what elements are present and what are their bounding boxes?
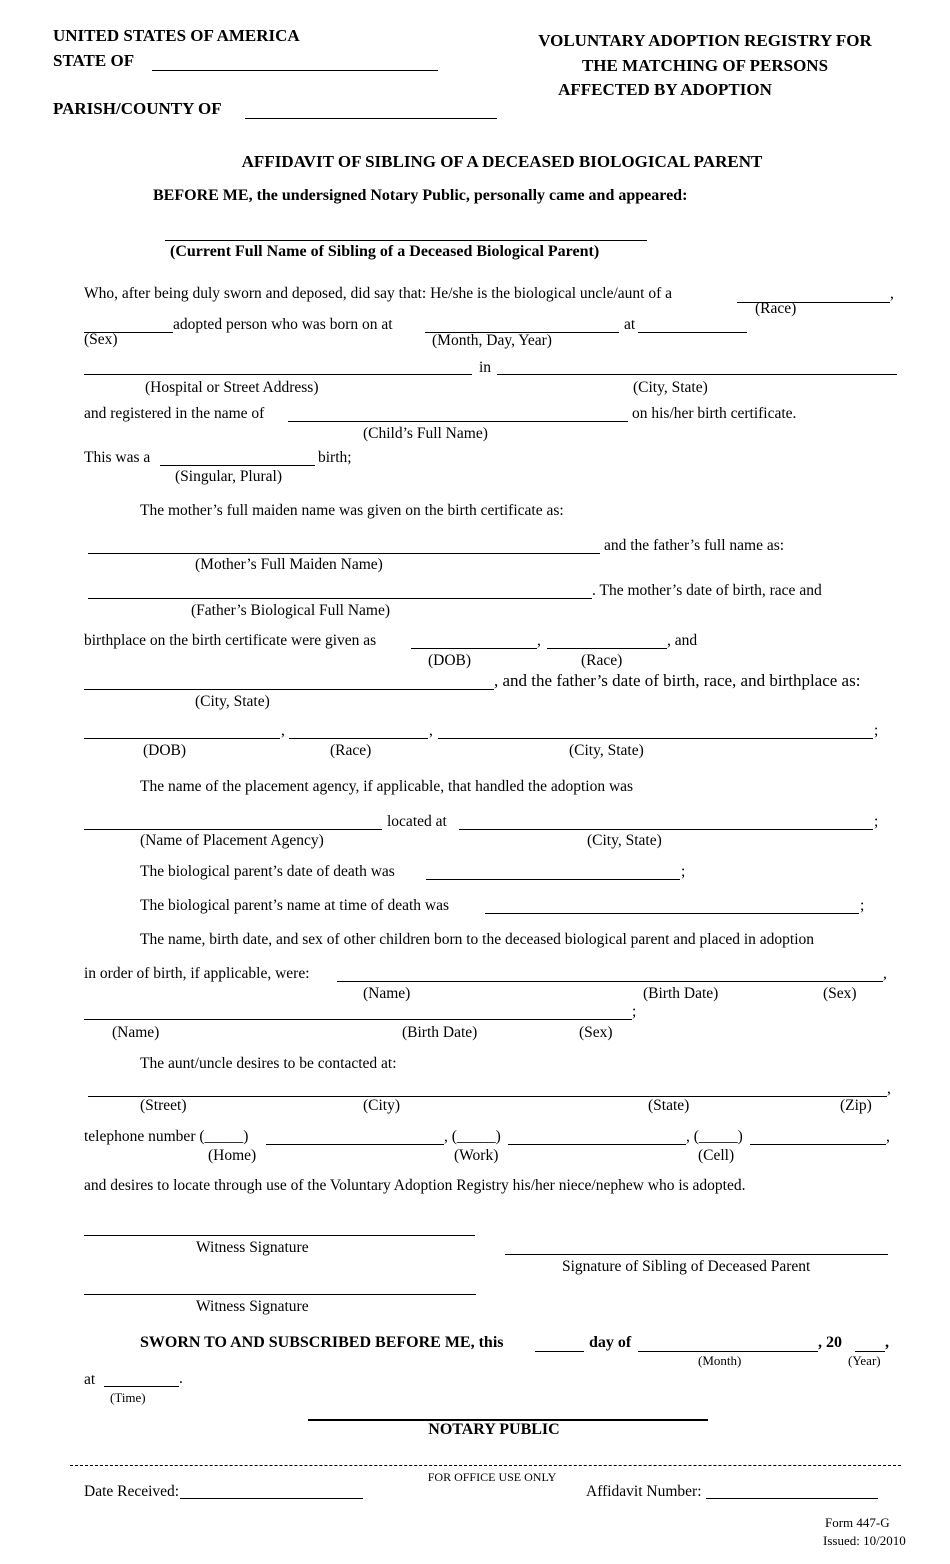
- sibling-name-field[interactable]: [165, 240, 647, 241]
- city-state-caption: (City, State): [633, 379, 708, 396]
- affidavit-number-field[interactable]: [706, 1498, 878, 1499]
- mother-maiden-text: The mother’s full maiden name was given on the birth certificate as:: [140, 502, 564, 519]
- sex-caption: (Sex): [84, 331, 118, 348]
- home-phone-field[interactable]: [266, 1144, 444, 1145]
- sibling-signature-line[interactable]: [505, 1254, 888, 1255]
- other-child1-field[interactable]: [337, 981, 883, 982]
- father-race-field[interactable]: [289, 738, 428, 739]
- country-heading: UNITED STATES OF AMERICA: [53, 26, 300, 45]
- father-race-caption: (Race): [330, 742, 372, 759]
- parish-label: PARISH/COUNTY OF: [53, 99, 222, 118]
- father-dob-caption: (DOB): [143, 742, 187, 759]
- mother-city-caption: (City, State): [195, 693, 270, 710]
- father-name-field[interactable]: [88, 598, 592, 599]
- death-date-text: The biological parent’s date of death was: [140, 863, 395, 880]
- sibling-name-caption: (Current Full Name of Sibling of a Deceased Biological Parent): [170, 243, 600, 260]
- state-caption: (State): [648, 1097, 690, 1114]
- sibling-signature-caption: Signature of Sibling of Deceased Parent: [562, 1258, 811, 1275]
- sworn-year-field[interactable]: [855, 1351, 885, 1352]
- sworn-text: Who, after being duly sworn and deposed, did say that: He/she is the biological uncle/aunt of a: [84, 285, 672, 302]
- contact-address-field[interactable]: [88, 1096, 887, 1097]
- mother-birthplace-field[interactable]: [84, 689, 494, 690]
- mother-race-field[interactable]: [547, 648, 667, 649]
- notary-label: NOTARY PUBLIC: [428, 1421, 560, 1438]
- singular-plural-field[interactable]: [160, 465, 315, 466]
- and-label: , and: [667, 632, 698, 649]
- child1-sex-caption: (Sex): [823, 985, 857, 1002]
- affidavit-number-label: Affidavit Number:: [586, 1483, 702, 1500]
- date-received-label: Date Received:: [84, 1483, 180, 1500]
- sworn-month-field[interactable]: [638, 1351, 818, 1352]
- witness2-signature-line[interactable]: [84, 1294, 476, 1295]
- witness1-signature-line[interactable]: [84, 1235, 475, 1236]
- registry-title-line3: AFFECTED BY ADOPTION: [558, 80, 772, 99]
- order-text: in order of birth, if applicable, were:: [84, 965, 310, 982]
- form-number: Form 447-G: [825, 1515, 890, 1530]
- father-bio-caption: (Father’s Biological Full Name): [191, 602, 391, 619]
- father-dob-text: , and the father’s date of birth, race, and birthplace as:: [494, 671, 861, 690]
- agency-name-field[interactable]: [84, 829, 382, 830]
- birth-time-field[interactable]: [638, 332, 747, 333]
- cell-phone-prefix: , (_____): [686, 1128, 743, 1145]
- child1-birth-date-caption: (Birth Date): [643, 985, 719, 1002]
- this-was-label: This was a: [84, 449, 151, 466]
- state-label: STATE OF: [53, 51, 135, 70]
- registry-title-line1: VOLUNTARY ADOPTION REGISTRY FOR: [538, 31, 872, 50]
- intro-text: BEFORE ME, the undersigned Notary Public, personally came and appeared:: [153, 187, 688, 204]
- telephone-label: telephone number (_____): [84, 1128, 249, 1145]
- registered-text: and registered in the name of: [84, 405, 265, 422]
- work-phone-prefix: , (_____): [444, 1128, 501, 1145]
- home-caption: (Home): [208, 1147, 257, 1164]
- city-caption: (City): [363, 1097, 401, 1114]
- date-received-field[interactable]: [180, 1498, 363, 1499]
- birthplace-text: birthplace on the birth certificate were given as: [84, 632, 377, 649]
- race-caption: (Race): [755, 300, 797, 317]
- child2-birth-date-caption: (Birth Date): [402, 1024, 478, 1041]
- father-dob-field[interactable]: [84, 738, 280, 739]
- mother-dob-field[interactable]: [411, 648, 537, 649]
- registry-title-line2: THE MATCHING OF PERSONS: [581, 56, 829, 75]
- month-day-year-caption: (Month, Day, Year): [432, 332, 552, 349]
- zip-caption: (Zip): [840, 1097, 872, 1114]
- located-at-label: located at: [387, 813, 447, 830]
- parish-field[interactable]: [245, 118, 497, 119]
- cell-caption: (Cell): [698, 1147, 735, 1164]
- locate-text: and desires to locate through use of the Voluntary Adoption Registry his/her niece/nephew who is adopted.: [84, 1177, 746, 1194]
- birth-city-field[interactable]: [497, 374, 897, 375]
- father-name-text: and the father’s full name as:: [604, 537, 785, 554]
- sworn-day-field[interactable]: [535, 1351, 584, 1352]
- other-child2-field[interactable]: [84, 1019, 632, 1020]
- witness1-caption: Witness Signature: [196, 1239, 309, 1256]
- office-divider: [70, 1465, 901, 1466]
- affidavit-title: AFFIDAVIT OF SIBLING OF A DECEASED BIOLOGICAL PARENT: [241, 152, 763, 171]
- mother-race-caption: (Race): [581, 652, 623, 669]
- cell-phone-field[interactable]: [750, 1144, 886, 1145]
- sworn-time-field[interactable]: [104, 1386, 179, 1387]
- adopted-text: adopted person who was born on at: [173, 316, 393, 333]
- contact-text: The aunt/uncle desires to be contacted at:: [140, 1055, 397, 1072]
- at-label: at: [624, 316, 636, 333]
- mother-maiden-caption: (Mother’s Full Maiden Name): [195, 556, 383, 573]
- other-children-text: The name, birth date, and sex of other children born to the deceased biological parent and placed in adoption: [140, 931, 815, 948]
- agency-location-field[interactable]: [459, 829, 873, 830]
- day-of-label: day of: [589, 1334, 632, 1351]
- work-phone-field[interactable]: [508, 1144, 686, 1145]
- child2-sex-caption: (Sex): [579, 1024, 613, 1041]
- street-caption: (Street): [140, 1097, 187, 1114]
- child-name-field[interactable]: [288, 421, 628, 422]
- hospital-field[interactable]: [84, 374, 472, 375]
- death-date-field[interactable]: [426, 879, 680, 880]
- office-use-label: FOR OFFICE USE ONLY: [427, 1470, 557, 1484]
- sworn-at-label: at: [84, 1371, 96, 1388]
- mother-dob-text: . The mother’s date of birth, race and: [592, 582, 822, 599]
- child1-name-caption: (Name): [363, 985, 411, 1002]
- witness2-caption: Witness Signature: [196, 1298, 309, 1315]
- father-city-caption: (City, State): [569, 742, 644, 759]
- state-field[interactable]: [152, 70, 438, 71]
- birth-cert-text: on his/her birth certificate.: [632, 405, 797, 422]
- sworn-text: SWORN TO AND SUBSCRIBED BEFORE ME, this: [140, 1334, 504, 1351]
- agency-city-caption: (City, State): [587, 832, 662, 849]
- father-birthplace-field[interactable]: [438, 738, 873, 739]
- hospital-caption: (Hospital or Street Address): [145, 379, 319, 396]
- child-name-caption: (Child’s Full Name): [363, 425, 488, 442]
- month-caption: (Month): [698, 1353, 742, 1368]
- year-prefix: , 20: [818, 1334, 842, 1351]
- year-caption: (Year): [848, 1353, 881, 1368]
- mother-maiden-field[interactable]: [88, 553, 600, 554]
- singular-plural-caption: (Singular, Plural): [175, 468, 283, 485]
- issued-date: Issued: 10/2010: [823, 1533, 906, 1548]
- time-caption: (Time): [110, 1390, 146, 1405]
- agency-name-caption: (Name of Placement Agency): [140, 832, 324, 849]
- in-label: in: [479, 359, 492, 376]
- agency-text: The name of the placement agency, if applicable, that handled the adoption was: [140, 778, 634, 795]
- death-name-field[interactable]: [485, 913, 859, 914]
- mother-dob-caption: (DOB): [428, 652, 472, 669]
- birth-label: birth;: [318, 449, 352, 466]
- child2-name-caption: (Name): [112, 1024, 160, 1041]
- death-name-text: The biological parent’s name at time of death was: [140, 897, 450, 914]
- work-caption: (Work): [454, 1147, 499, 1164]
